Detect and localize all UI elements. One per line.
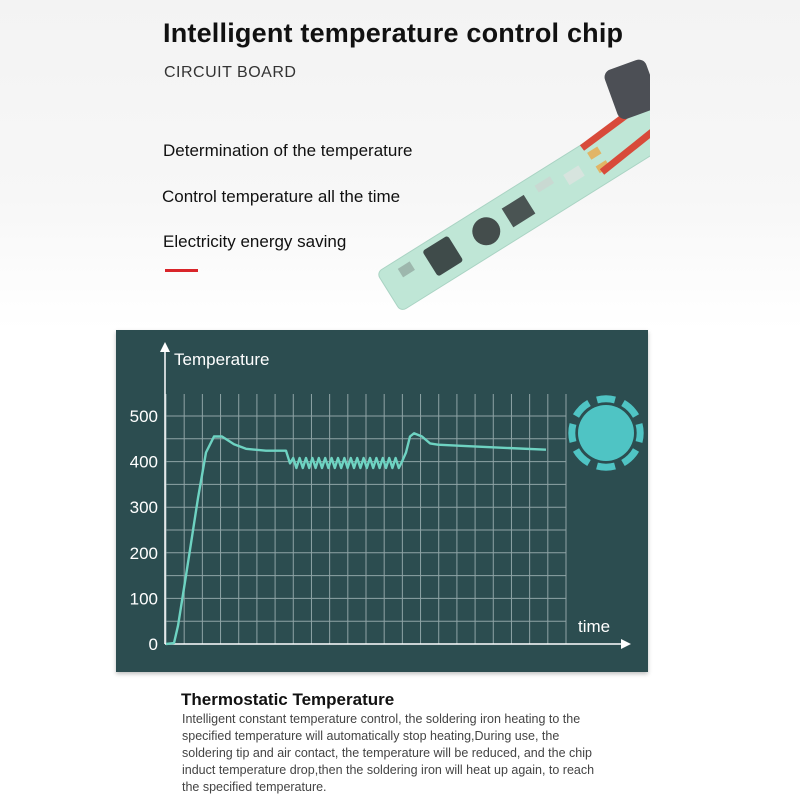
page-title: Intelligent temperature control chip	[163, 18, 624, 48]
feature-item-3: Electricity energy saving	[163, 232, 347, 251]
y-tick-label: 300	[129, 498, 158, 518]
y-tick-label: 500	[129, 407, 158, 426]
feature-item-1: Determination of the temperature	[163, 141, 413, 160]
y-tick-labels	[130, 407, 158, 654]
page-subtitle: CIRCUIT BOARD	[164, 64, 297, 81]
chart-panel	[116, 330, 648, 672]
description-body: Intelligent constant temperature control, the soldering iron heating to the specified temperature will automatically stop heating,During use, the soldering tip and air contact, the temperature will be reduced, and the chip induct temperature drop,then the soldering iron will heat up again, to reach the specified temperature.	[182, 712, 595, 794]
chart-grid	[166, 394, 566, 644]
x-axis-arrow-icon	[621, 639, 631, 649]
circuit-board-image	[330, 40, 650, 330]
temperature-curve	[166, 433, 546, 644]
temperature-chart	[116, 330, 648, 672]
y-axis-arrow-icon	[160, 342, 170, 352]
y-tick-label: 0	[148, 635, 158, 654]
description-title: Thermostatic Temperature	[181, 690, 395, 709]
y-tick-label: 200	[129, 543, 158, 563]
feature-item-2: Control temperature all the time	[162, 187, 401, 206]
x-axis-label: time	[578, 617, 611, 636]
thermostat-icon	[572, 399, 640, 467]
accent-bar	[165, 269, 198, 272]
thermostat-icon-core	[578, 405, 634, 461]
y-axis-label: Temperature	[174, 350, 270, 369]
y-tick-label: 100	[129, 589, 158, 609]
y-tick-label: 400	[129, 452, 158, 472]
